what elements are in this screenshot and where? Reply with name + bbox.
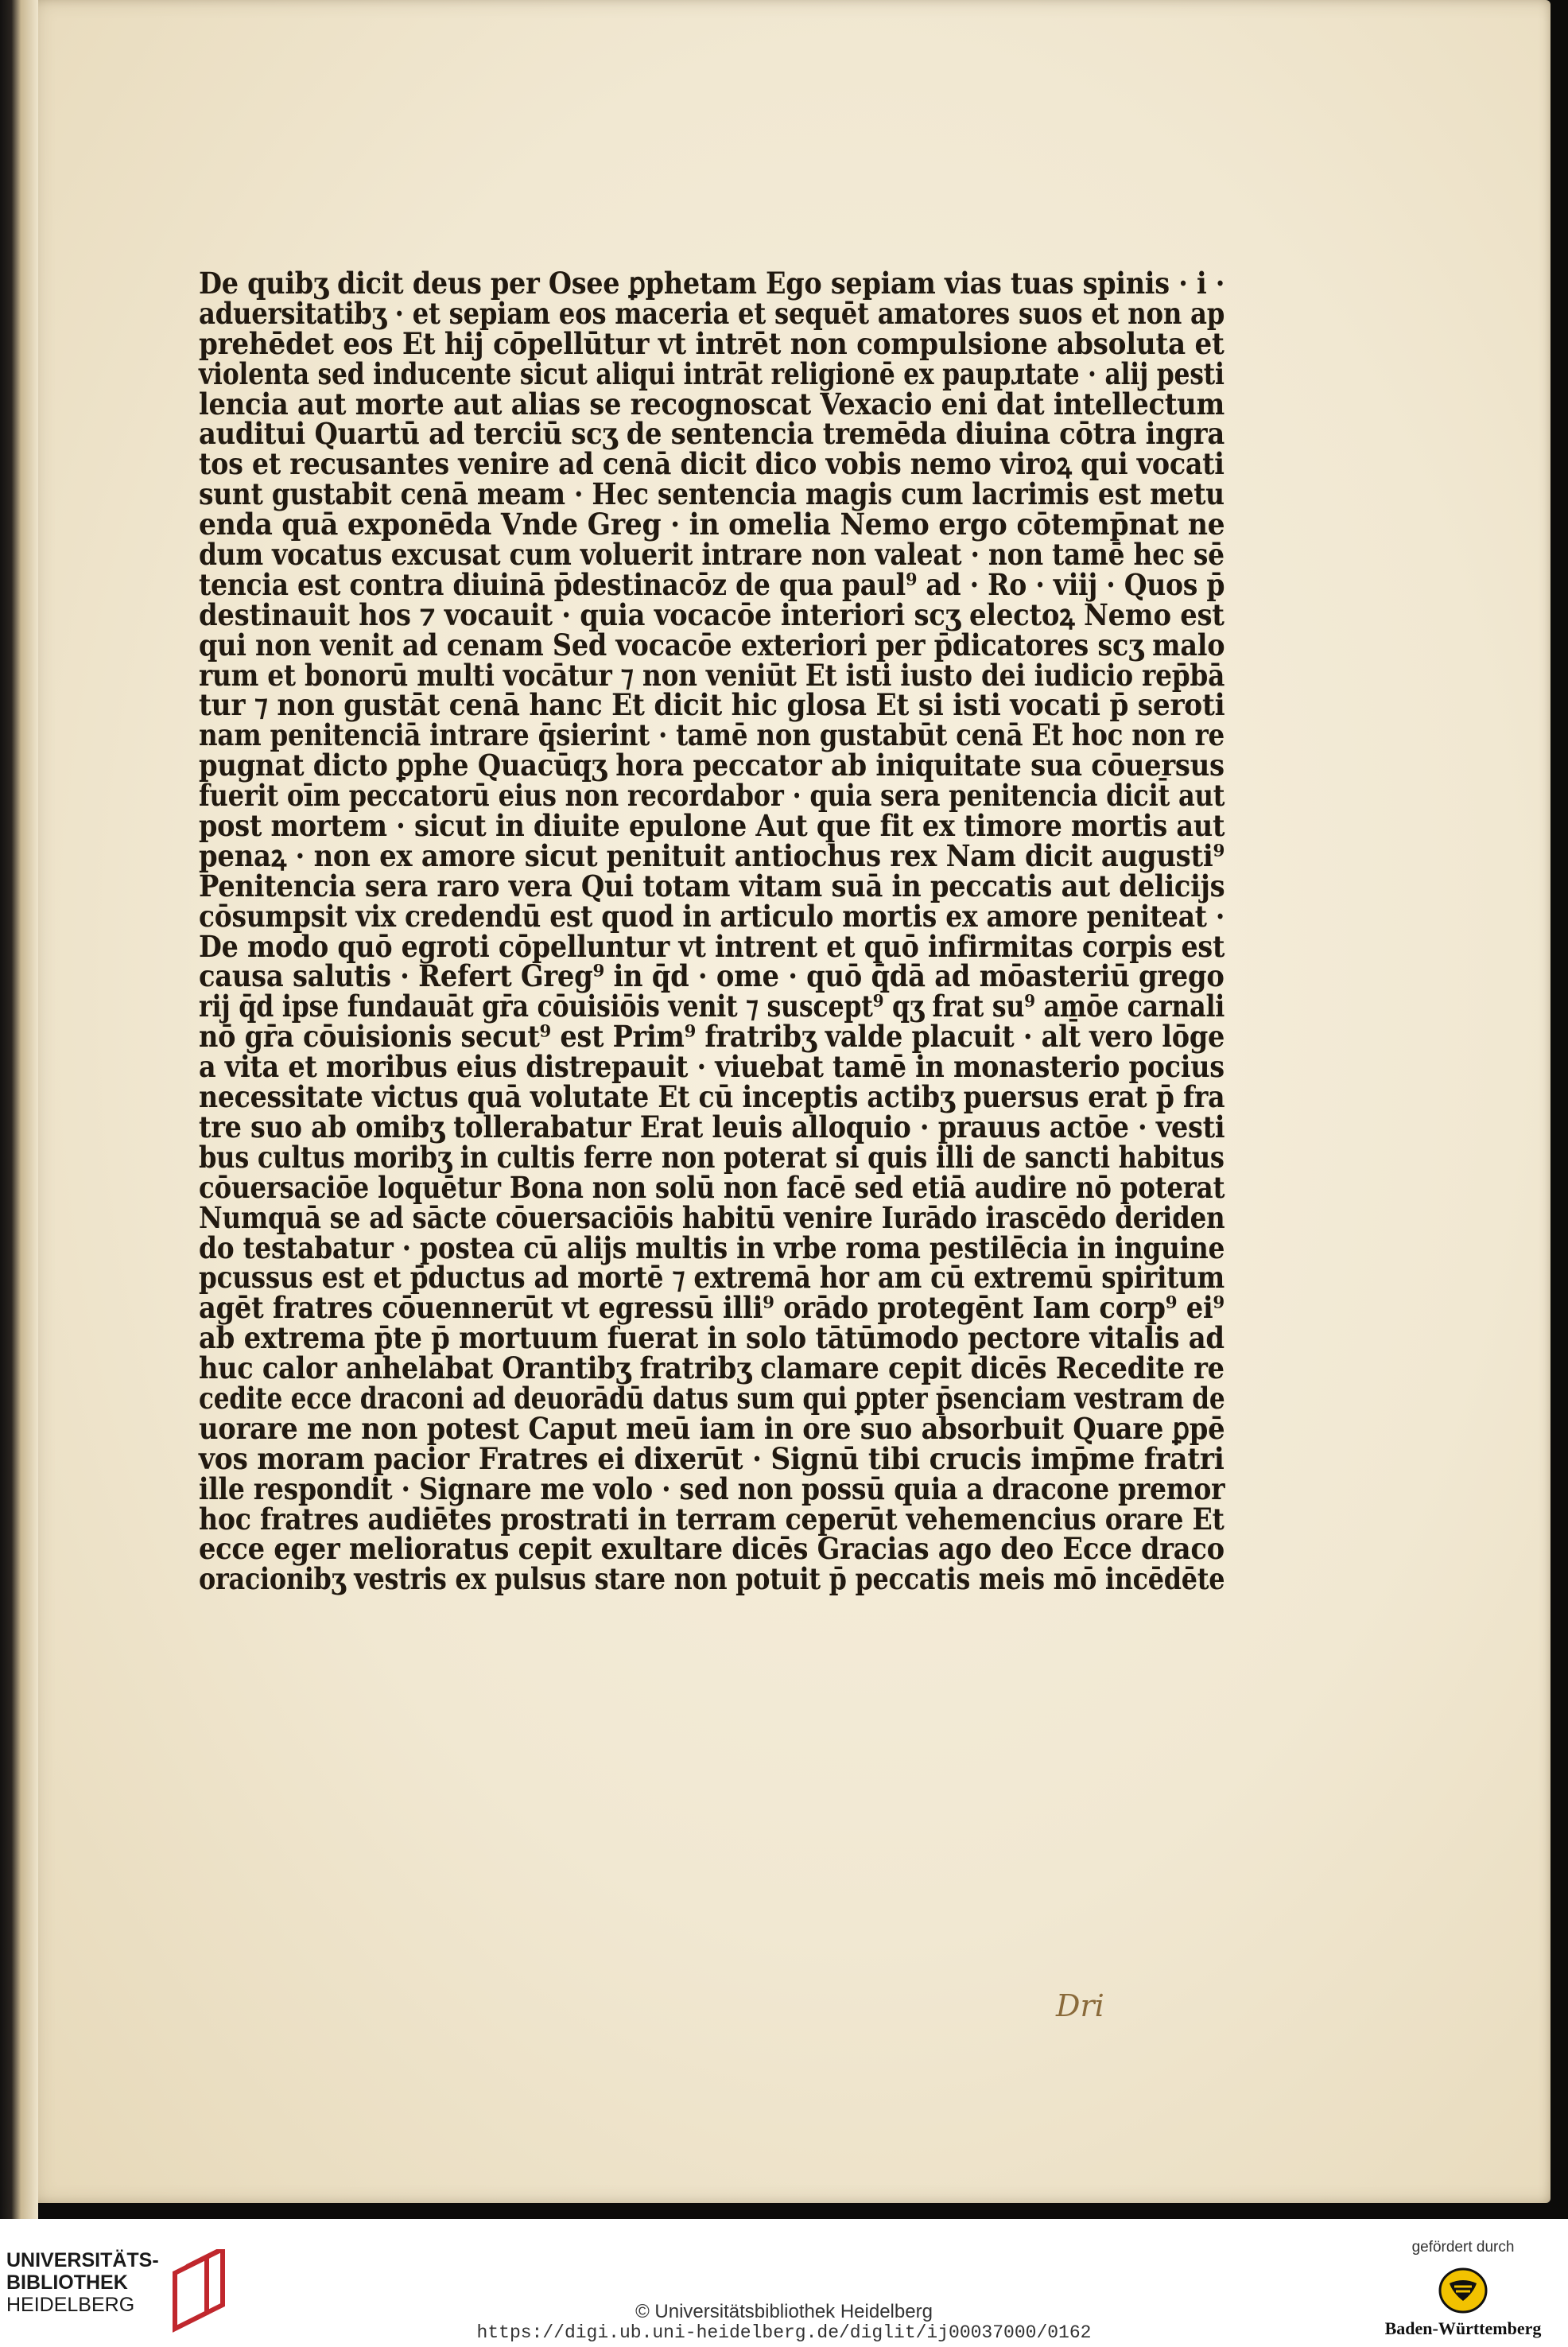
page-gutter <box>0 0 38 2219</box>
copyright-notice: © Universitätsbibliothek Heidelberg <box>635 2301 933 2322</box>
text-line: necessitate victus quā volutate Et cū inceptis actibʒ puersus erat p̄ fra <box>199 1079 1225 1115</box>
text-line: tur ⁊ non gustāt cenā hanc Et dicit hic glosa Et si isti vocati p̄ seroti <box>199 687 1225 723</box>
text-line: uorare me non potest Caput meū iam in ore suo absorbuit Quare ꝑpē <box>199 1410 1225 1446</box>
text-line: tos et recusantes venire ad cenā dicit dico vobis nemo viroꝝ qui vocati <box>199 446 1225 482</box>
text-line: nō gr̄a cōuisionis secut⁹ est Prim⁹ fratribʒ valde placuit · alt̄ vero lōge <box>199 1019 1225 1055</box>
text-line: cōuersaciōe loquētur Bona non solū non facē sed etiā audire nō poterat <box>199 1169 1225 1205</box>
text-line: causa salutis · Refert Greg⁹ in q̄d · ome · quō q̄dā ad mōasteriū grego <box>199 958 1225 994</box>
library-name-line1: UNIVERSITÄTS- <box>6 2249 159 2271</box>
text-line: pcussus est et p̄ductus ad mortē ⁊ extremā hor am cū extremū spiritum <box>199 1260 1225 1296</box>
funding-notice <box>1368 2239 1558 2339</box>
text-line: aduersitatibʒ · et sepiam eos maceria et sequēt amatores suos et non ap <box>199 295 1225 331</box>
text-line: pugnat dicto ꝑphe Quacūqʒ hora peccator ab iniquitate sua cōuersus <box>199 748 1225 783</box>
text-line: De quibʒ dicit deus per Osee ꝑphetam Ego sepiam vias tuas spinis · i · <box>199 266 1225 301</box>
text-line: destinauit hos ⁊ vocauit · quia vocacōe interiori scʒ electoꝝ Nemo est <box>199 596 1225 632</box>
text-line: huc calor anhelabat Orantibʒ fratribʒ clamare cepit dicēs Recedite re <box>199 1350 1225 1386</box>
margin-annotation: Dri <box>1056 1988 1104 2023</box>
text-line: rij q̄d ipse fundauāt gr̄a cōuisiōis venit ⁊ suscept⁹ qʒ frat su⁹ amōe carnali <box>199 989 1225 1024</box>
text-line: oracionibʒ vestris ex pulsus stare non potuit p̄ peccatis meis mō incēdēte <box>199 1561 1225 1597</box>
text-line: Numquā se ad sācte cōuersaciōis habitū venire Iurādo irascēdo deriden <box>199 1199 1225 1235</box>
text-line: fuerit oīm peccatorū eius non recordabor · quia sera penitencia dicit̄ aut <box>199 778 1225 814</box>
library-name-line3: HEIDELBERG <box>6 2294 135 2316</box>
incunable-text-block <box>199 266 1225 1852</box>
text-line: vos moram pacior Fratres ei dixerūt · Signū tibi crucis imp̄me fratri <box>199 1440 1225 1476</box>
text-line: cedite ecce draconi ad deuorādū datus sum qui ꝑpter p̄senciam vestram de <box>199 1380 1225 1416</box>
text-line: do testabatur · postea cū alijs multis in vrbe roma pestilēcia in inguine <box>199 1230 1225 1265</box>
text-line: lencia aut morte aut alias se recognoscat Vexacio eni dat intellectum <box>199 386 1225 422</box>
text-line: bus cultus moribʒ in cultis ferre non poterat si quis illi de sancti habitus <box>199 1139 1225 1175</box>
text-line: auditui Quartū ad terciū scʒ de sentencia tremēda diuina cōtra ingra <box>199 416 1225 452</box>
library-name-line2: BIBLIOTHEK <box>6 2271 128 2294</box>
text-line: tre suo ab omibʒ tollerabatur Erat leuis alloquio · prauus actōe · vesti <box>199 1109 1225 1144</box>
text-line: qui non venit ad cenam Sed vocacōe exteriori per p̄dicatores scʒ malo <box>199 627 1225 663</box>
text-line: a vita et moribus eius distrepauit · viuebat tamē in monasterio pocius <box>199 1049 1225 1085</box>
text-line: post mortem · sicut in diuite epulone Aut que fit ex timore mortis aut <box>199 808 1225 844</box>
text-line: hoc fratres audiētes prostrati in terram ceperūt vehemencius orare Et <box>199 1501 1225 1537</box>
text-line: Penitencia sera raro vera Qui totam vitam suā in peccatis aut delicijs <box>199 868 1225 903</box>
text-line: penaꝝ · non ex amore sicut penituit antiochus rex Nam dicit augusti⁹ <box>199 837 1225 873</box>
text-line: ecce eger melioratus cepit exultare dicēs Gracias ago deo Ecce draco <box>199 1531 1225 1567</box>
text-line: De modo quō egroti cōpelluntur vt intrent et quō infirmitas corpis est <box>199 928 1225 964</box>
text-line: tencia est contra diuinā p̄destinacōz de qua paul⁹ ad · Ro · viij · Quos p̄ <box>199 566 1225 602</box>
text-line: ab extrema p̄te p̄ mortuum fuerat in solo tātūmodo pectore vitalis ad <box>199 1320 1225 1356</box>
funded-by-label: gefördert durch <box>1411 2239 1515 2256</box>
text-line: violenta sed inducente sicut aliqui intrāt religionē ex paupɹtate · alij pesti <box>199 356 1225 391</box>
state-name: Baden-Württemberg <box>1384 2318 1542 2338</box>
text-line: sunt gustabit cenā meam · Hec sentencia magis cum lacrimis est metu <box>199 476 1225 512</box>
text-line: enda quā exponēda Vnde Greg · in omelia Nemo ergo cōtemp̄nat ne <box>199 507 1225 542</box>
permalink-url[interactable]: https://digi.ub.uni-heidelberg.de/diglit/ij00037000/0162 <box>476 2322 1092 2343</box>
text-line: dum vocatus excusat cum voluerit intrare non valeat · non tamē hec sē <box>199 537 1225 573</box>
text-line: agēt fratres cōuennerūt vt egressū illi⁹ orādo protegēnt Iam corp⁹ ei⁹ <box>199 1290 1225 1326</box>
text-line: prehēdet eos Et hij cōpellūtur vt intrēt non compulsione absoluta et <box>199 325 1225 361</box>
text-line: cōsumpsit vix credendū est quod in articulo mortis ex amore peniteat · <box>199 898 1225 934</box>
baden-wuerttemberg-crest-icon <box>1438 2266 1488 2315</box>
text-line: rum et bonorū multi vocātur ⁊ non veniūt Et isti iusto dei iudicio rep̄bā <box>199 657 1225 693</box>
text-line: ille respondit · Signare me volo · sed non possū quia a dracone premor <box>199 1471 1225 1506</box>
text-line: nam penitenciā intrare q̄sierint · tamē non gustabūt cenā Et hoc non re <box>199 717 1225 753</box>
